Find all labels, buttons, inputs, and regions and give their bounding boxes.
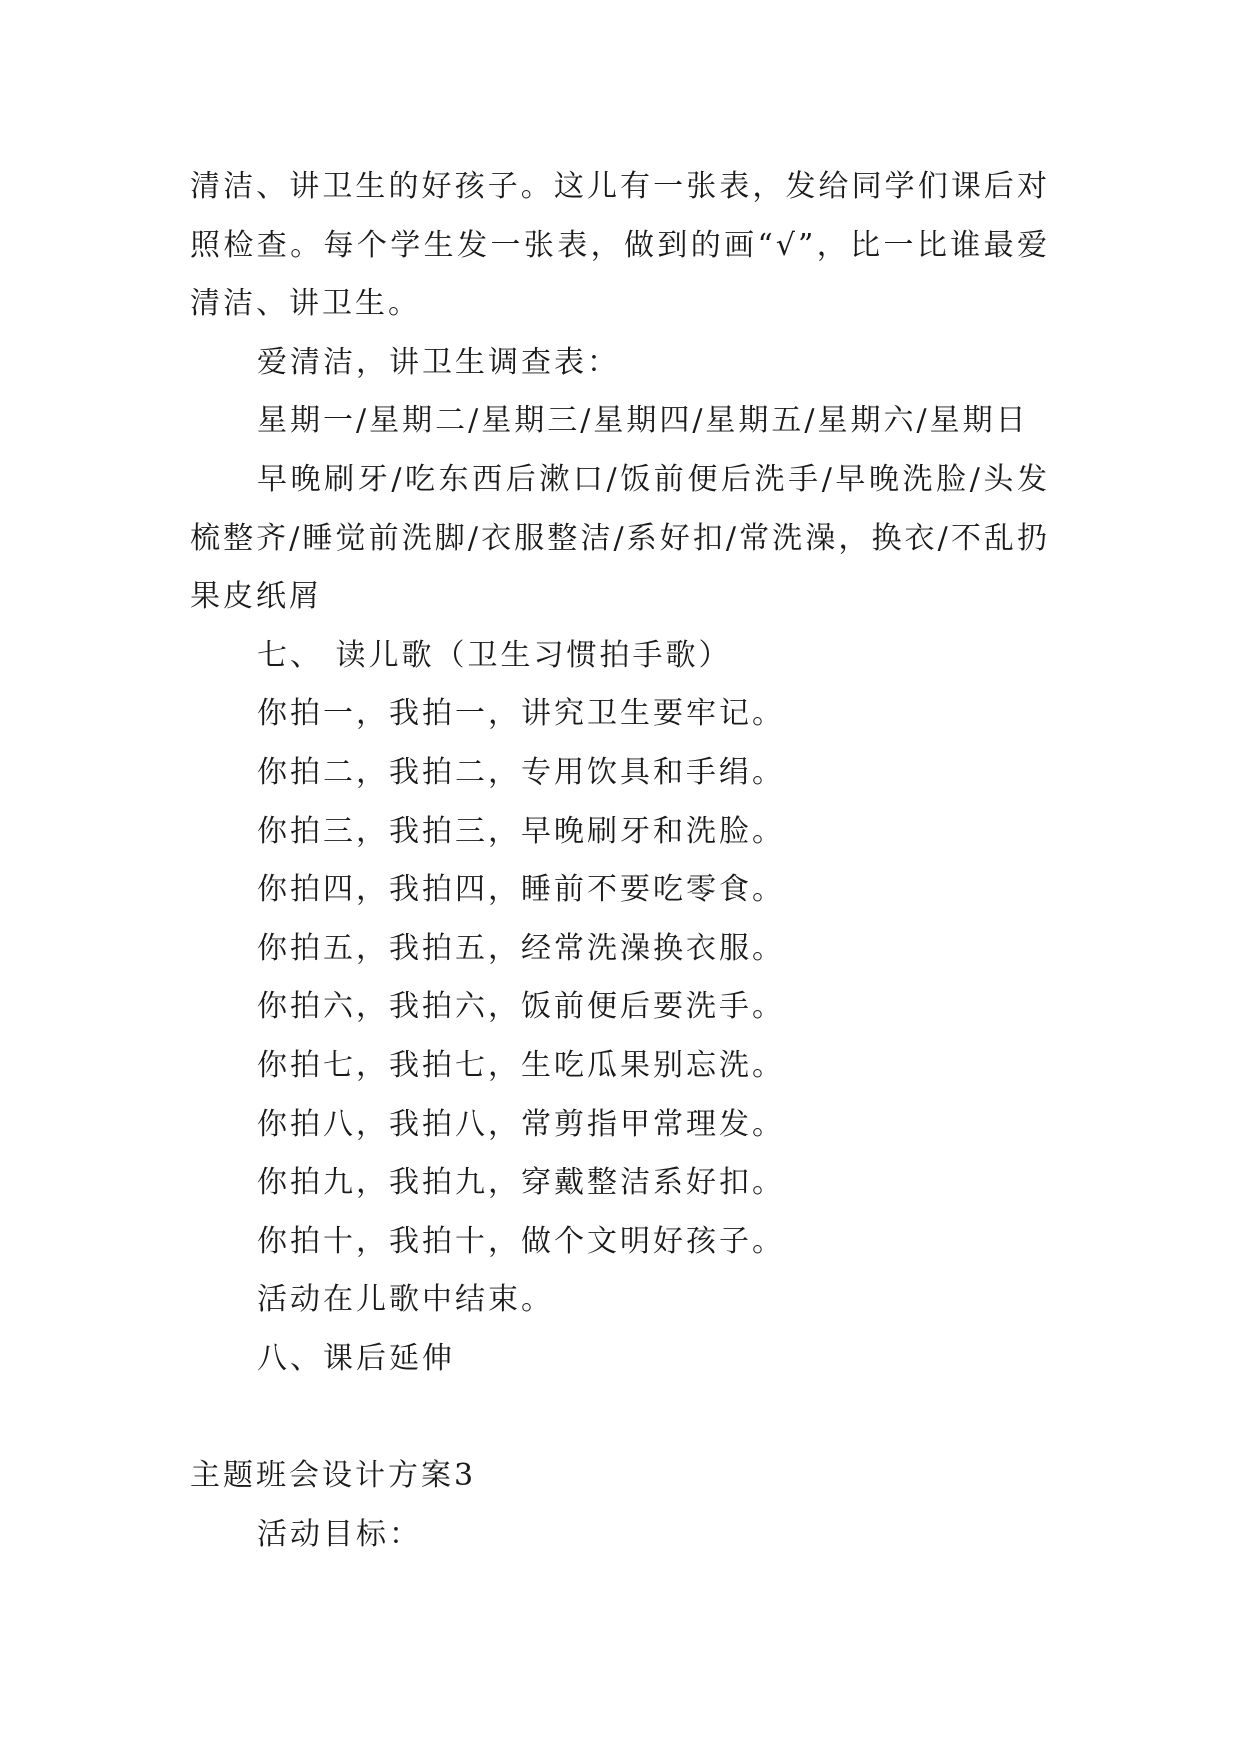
activity-end: 活动在儿歌中结束。 <box>257 1282 554 1318</box>
rhyme-line-7: 你拍七，我拍七，生吃瓜果别忘洗。 <box>257 1047 785 1083</box>
rhyme-line-6: 你拍六，我拍六，饭前便后要洗手。 <box>257 989 785 1025</box>
rhyme-line-2: 你拍二，我拍二，专用饮具和手绢。 <box>257 754 785 790</box>
subheading-activity-goals: 活动目标： <box>257 1516 422 1552</box>
rhyme-line-8: 你拍八，我拍八，常剪指甲常理发。 <box>257 1106 785 1142</box>
rhyme-line-4: 你拍四，我拍四，睡前不要吃零食。 <box>257 872 785 908</box>
rhyme-line-5: 你拍五，我拍五，经常洗澡换衣服。 <box>257 930 785 966</box>
blank-line <box>190 1388 1050 1447</box>
survey-weekdays: 星期一/星期二/星期三/星期四/星期五/星期六/星期日 <box>257 403 1029 439</box>
section-heading-eight: 八、课后延伸 <box>257 1340 455 1376</box>
section-title: 主题班会设计方案3 <box>190 1458 477 1494</box>
rhyme-line-3: 你拍三，我拍三，早晚刷牙和洗脸。 <box>257 813 785 849</box>
rhyme-line-10: 你拍十，我拍十，做个文明好孩子。 <box>257 1223 785 1259</box>
section-heading-seven: 七、 读儿歌（卫生习惯拍手歌） <box>257 637 732 673</box>
rhyme-line-9: 你拍九，我拍九，穿戴整洁系好扣。 <box>257 1165 785 1201</box>
rhyme-line-1: 你拍一，我拍一，讲究卫生要牢记。 <box>257 696 785 732</box>
paragraph-intro: 清洁、讲卫生的好孩子。这儿有一张表，发给同学们课后对照检查。每个学生发一张表，做到的画“√”，比一比谁最爱清洁、讲卫生。 <box>190 169 1050 322</box>
survey-table-title: 爱清洁，讲卫生调查表： <box>257 344 620 380</box>
document-page <box>190 158 1050 1564</box>
survey-items: 早晚刷牙/吃东西后漱口/饭前便后洗手/早晚洗脸/头发梳整齐/睡觉前洗脚/衣服整洁/系好扣/常洗澡，换衣/不乱扔果皮纸屑 <box>190 461 1050 615</box>
